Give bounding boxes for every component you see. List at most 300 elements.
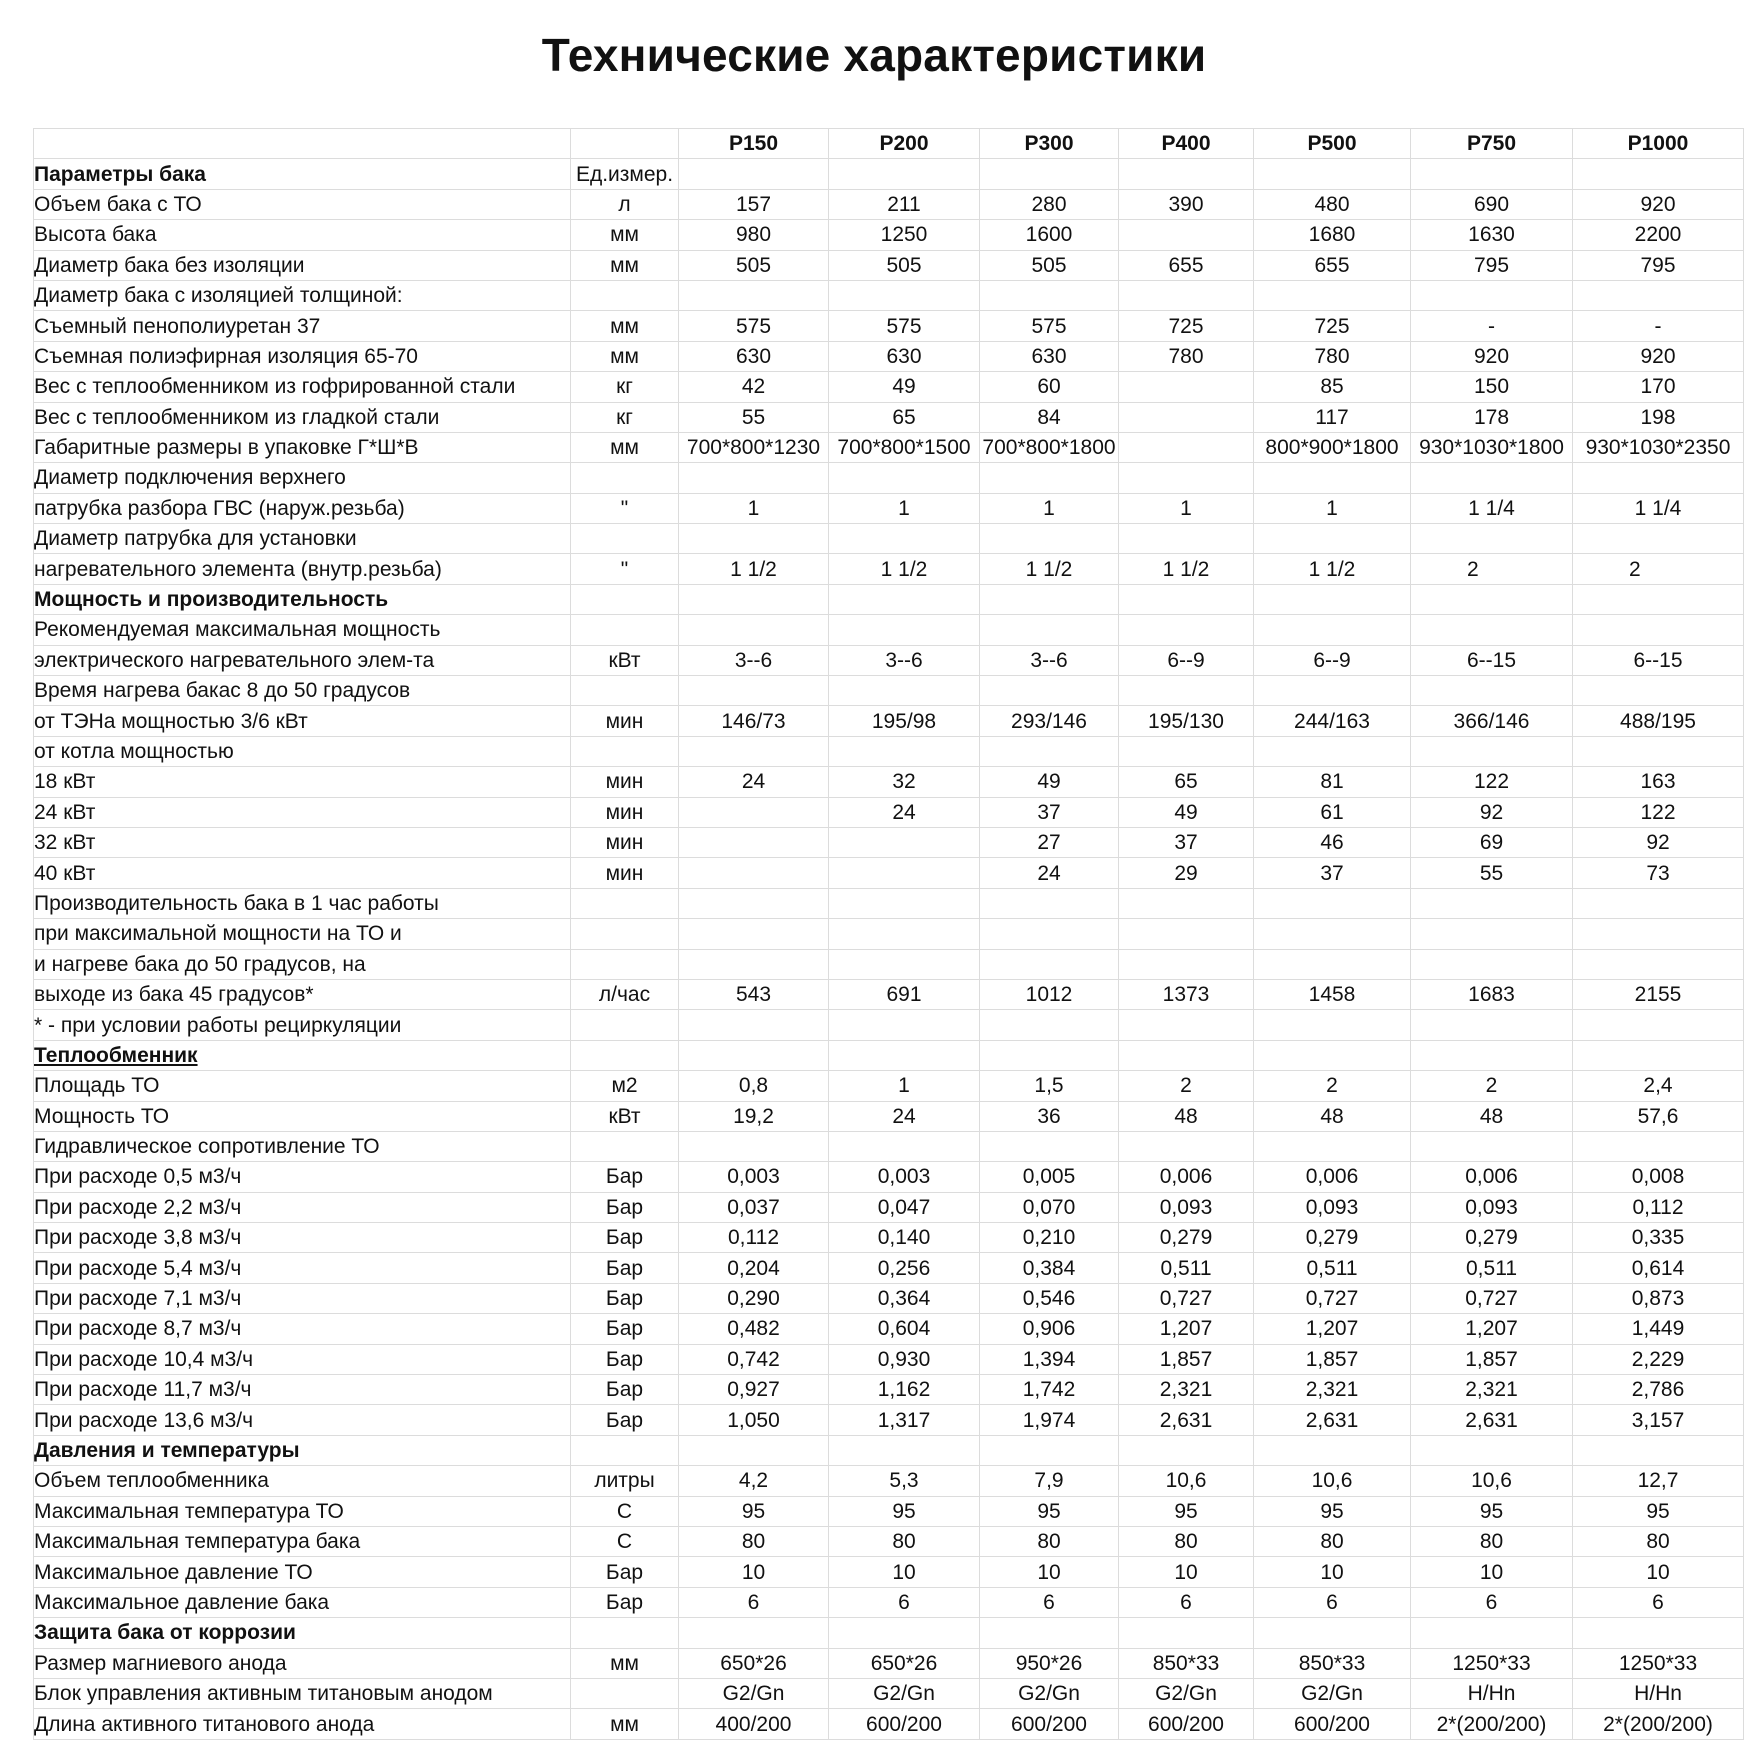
value-cell: 950*26 bbox=[980, 1648, 1119, 1678]
section-heading bbox=[34, 1435, 571, 1465]
value-cell bbox=[980, 1010, 1119, 1040]
value-cell: 0,873 bbox=[1573, 1283, 1744, 1313]
value-cell bbox=[829, 827, 980, 857]
value-cell: 80 bbox=[829, 1526, 980, 1556]
value-cell: 6--9 bbox=[1254, 645, 1411, 675]
value-cell bbox=[980, 280, 1119, 310]
unit-cell: мин bbox=[571, 706, 679, 736]
value-cell bbox=[829, 1435, 980, 1465]
table-row bbox=[34, 979, 1744, 1009]
value-cell: 1683 bbox=[1411, 979, 1573, 1009]
value-cell bbox=[829, 1618, 980, 1648]
value-cell: 24 bbox=[679, 767, 829, 797]
table-row bbox=[34, 1405, 1744, 1435]
value-cell: 117 bbox=[1254, 402, 1411, 432]
value-cell: 850*33 bbox=[1254, 1648, 1411, 1678]
value-cell: 0,742 bbox=[679, 1344, 829, 1374]
unit-cell: С bbox=[571, 1496, 679, 1526]
value-cell bbox=[1119, 432, 1254, 462]
section-row bbox=[34, 584, 1744, 614]
row-label-text: Площадь ТО bbox=[34, 1074, 160, 1098]
unit-cell: кВт bbox=[571, 645, 679, 675]
unit-cell: мм bbox=[571, 250, 679, 280]
table-row bbox=[34, 1375, 1744, 1405]
row-label-text: Защита бака от коррозии bbox=[34, 1621, 296, 1645]
value-cell bbox=[1119, 949, 1254, 979]
row-label bbox=[34, 524, 571, 554]
model-header: P200 bbox=[829, 129, 980, 159]
value-cell: 163 bbox=[1573, 767, 1744, 797]
value-cell: 65 bbox=[829, 402, 980, 432]
row-label-text: нагревательного элемента (внутр.резьба) bbox=[34, 557, 442, 581]
value-cell: 293/146 bbox=[980, 706, 1119, 736]
table-row bbox=[34, 1709, 1744, 1739]
row-label bbox=[34, 463, 571, 493]
value-cell: 3--6 bbox=[829, 645, 980, 675]
row-label bbox=[34, 554, 571, 584]
row-label bbox=[34, 1526, 571, 1556]
row-label-text: При расходе 7,1 м3/ч bbox=[34, 1287, 242, 1311]
row-label-text: Мощность ТО bbox=[34, 1104, 170, 1128]
row-label-text: Мощность и производительность bbox=[34, 588, 389, 612]
value-cell bbox=[1119, 402, 1254, 432]
row-label bbox=[34, 189, 571, 219]
row-label-text: 24 кВт bbox=[34, 800, 96, 824]
value-cell: 0,112 bbox=[1573, 1192, 1744, 1222]
value-cell: 6--15 bbox=[1411, 645, 1573, 675]
value-cell: 0,210 bbox=[980, 1223, 1119, 1253]
row-label bbox=[34, 827, 571, 857]
row-label-text: При расходе 3,8 м3/ч bbox=[34, 1226, 242, 1250]
row-label-text: Диаметр подключения верхнего bbox=[34, 466, 346, 490]
row-label-text: При расходе 5,4 м3/ч bbox=[34, 1256, 242, 1280]
table-row bbox=[34, 524, 1744, 554]
value-cell: 280 bbox=[980, 189, 1119, 219]
value-cell: 1,742 bbox=[980, 1375, 1119, 1405]
unit-cell: Бар bbox=[571, 1557, 679, 1587]
table-row bbox=[34, 1283, 1744, 1313]
unit-cell bbox=[571, 615, 679, 645]
unit-cell bbox=[571, 524, 679, 554]
value-cell: 0,006 bbox=[1254, 1162, 1411, 1192]
value-cell bbox=[1119, 888, 1254, 918]
value-cell: 12,7 bbox=[1573, 1466, 1744, 1496]
value-cell bbox=[1254, 1435, 1411, 1465]
section-heading bbox=[34, 584, 571, 614]
value-cell bbox=[1254, 1618, 1411, 1648]
value-cell bbox=[679, 797, 829, 827]
row-label bbox=[34, 1466, 571, 1496]
table-row bbox=[34, 1587, 1744, 1617]
value-cell: 95 bbox=[1411, 1496, 1573, 1526]
section-row bbox=[34, 1040, 1744, 1070]
row-label-text: Максимальная температура бака bbox=[34, 1530, 361, 1554]
unit-cell bbox=[571, 919, 679, 949]
unit-cell bbox=[571, 1010, 679, 1040]
value-cell: 2 bbox=[1573, 554, 1744, 584]
value-cell bbox=[829, 463, 980, 493]
row-label-text: Диаметр бака с изоляцией толщиной: bbox=[34, 284, 403, 308]
unit-cell: мин bbox=[571, 827, 679, 857]
value-cell bbox=[1573, 1010, 1744, 1040]
value-cell: 2 bbox=[1119, 1071, 1254, 1101]
table-row bbox=[34, 1131, 1744, 1161]
table-row bbox=[34, 858, 1744, 888]
row-label bbox=[34, 706, 571, 736]
value-cell bbox=[1119, 1040, 1254, 1070]
value-cell bbox=[980, 1618, 1119, 1648]
row-label bbox=[34, 1678, 571, 1708]
table-row bbox=[34, 1010, 1744, 1040]
value-cell: 10 bbox=[1119, 1557, 1254, 1587]
value-cell bbox=[679, 919, 829, 949]
value-cell bbox=[829, 676, 980, 706]
unit-cell: Бар bbox=[571, 1223, 679, 1253]
value-cell bbox=[1119, 615, 1254, 645]
value-cell bbox=[1411, 1040, 1573, 1070]
unit-cell: л/час bbox=[571, 979, 679, 1009]
row-label bbox=[34, 1253, 571, 1283]
value-cell bbox=[1119, 220, 1254, 250]
row-label-text: Длина активного титанового анода bbox=[34, 1712, 375, 1736]
table-row bbox=[34, 1466, 1744, 1496]
unit-cell bbox=[571, 949, 679, 979]
value-cell: 19,2 bbox=[679, 1101, 829, 1131]
table-row bbox=[34, 311, 1744, 341]
unit-cell: Бар bbox=[571, 1192, 679, 1222]
row-label bbox=[34, 1071, 571, 1101]
value-cell: 1 1/2 bbox=[679, 554, 829, 584]
row-label-text: Максимальная температура ТО bbox=[34, 1499, 344, 1523]
value-cell bbox=[980, 615, 1119, 645]
value-cell: 0,006 bbox=[1411, 1162, 1573, 1192]
value-cell: 780 bbox=[1254, 341, 1411, 371]
value-cell: 42 bbox=[679, 372, 829, 402]
table-header-row bbox=[34, 129, 1744, 159]
table-row bbox=[34, 432, 1744, 462]
value-cell: 48 bbox=[1119, 1101, 1254, 1131]
value-cell: 630 bbox=[679, 341, 829, 371]
table-row bbox=[34, 1526, 1744, 1556]
value-cell bbox=[679, 1618, 829, 1648]
row-label-text: при максимальной мощности на ТО и bbox=[34, 922, 402, 946]
value-cell: 0,093 bbox=[1411, 1192, 1573, 1222]
value-cell: 1 1/4 bbox=[1411, 493, 1573, 523]
value-cell: 1012 bbox=[980, 979, 1119, 1009]
value-cell bbox=[1573, 919, 1744, 949]
value-cell: 10 bbox=[1254, 1557, 1411, 1587]
value-cell bbox=[1119, 1010, 1254, 1040]
value-cell bbox=[1573, 159, 1744, 189]
table-row bbox=[34, 189, 1744, 219]
value-cell: 0,364 bbox=[829, 1283, 980, 1313]
value-cell: 95 bbox=[1119, 1496, 1254, 1526]
row-label-text: от котла мощностью bbox=[34, 740, 234, 763]
unit-cell: мин bbox=[571, 797, 679, 827]
unit-cell bbox=[571, 736, 679, 766]
model-header: P750 bbox=[1411, 129, 1573, 159]
value-cell bbox=[679, 1040, 829, 1070]
value-cell bbox=[829, 858, 980, 888]
value-cell: 122 bbox=[1573, 797, 1744, 827]
value-cell: 80 bbox=[1254, 1526, 1411, 1556]
value-cell: 55 bbox=[1411, 858, 1573, 888]
value-cell bbox=[679, 615, 829, 645]
value-cell bbox=[829, 615, 980, 645]
value-cell: 0,003 bbox=[679, 1162, 829, 1192]
row-label bbox=[34, 493, 571, 523]
value-cell bbox=[1119, 159, 1254, 189]
value-cell: 400/200 bbox=[679, 1709, 829, 1739]
unit-cell: " bbox=[571, 554, 679, 584]
value-cell: 37 bbox=[980, 797, 1119, 827]
value-cell: 60 bbox=[980, 372, 1119, 402]
value-cell: 930*1030*2350 bbox=[1573, 432, 1744, 462]
value-cell: 1,394 bbox=[980, 1344, 1119, 1374]
row-label bbox=[34, 1587, 571, 1617]
value-cell: 81 bbox=[1254, 767, 1411, 797]
row-label-text: 18 кВт bbox=[34, 770, 96, 794]
value-cell bbox=[829, 949, 980, 979]
value-cell bbox=[1573, 524, 1744, 554]
unit-cell: мм bbox=[571, 1709, 679, 1739]
row-label-text: При расходе 13,6 м3/ч bbox=[34, 1408, 254, 1432]
row-label-text: от ТЭНа мощностью 3/6 кВт bbox=[34, 709, 308, 733]
value-cell: 6 bbox=[980, 1587, 1119, 1617]
value-cell bbox=[980, 1131, 1119, 1161]
value-cell: 0,005 bbox=[980, 1162, 1119, 1192]
section-row bbox=[34, 159, 1744, 189]
value-cell: 10 bbox=[1411, 1557, 1573, 1587]
row-label-text: При расходе 10,4 м3/ч bbox=[34, 1347, 254, 1371]
value-cell bbox=[1411, 524, 1573, 554]
value-cell: 1,207 bbox=[1119, 1314, 1254, 1344]
value-cell bbox=[1573, 463, 1744, 493]
value-cell: 2,321 bbox=[1254, 1375, 1411, 1405]
value-cell: 1 1/2 bbox=[980, 554, 1119, 584]
spec-table bbox=[33, 128, 1744, 1740]
value-cell bbox=[829, 159, 980, 189]
value-cell bbox=[679, 858, 829, 888]
value-cell: 195/98 bbox=[829, 706, 980, 736]
value-cell bbox=[1119, 919, 1254, 949]
value-cell: 505 bbox=[980, 250, 1119, 280]
row-label bbox=[34, 858, 571, 888]
unit-cell bbox=[571, 280, 679, 310]
value-cell bbox=[1119, 463, 1254, 493]
value-cell: 32 bbox=[829, 767, 980, 797]
row-label bbox=[34, 645, 571, 675]
value-cell bbox=[1119, 1618, 1254, 1648]
value-cell bbox=[829, 280, 980, 310]
value-cell: 95 bbox=[980, 1496, 1119, 1526]
unit-cell bbox=[571, 1040, 679, 1070]
value-cell: 24 bbox=[829, 1101, 980, 1131]
value-cell: 6 bbox=[679, 1587, 829, 1617]
value-cell: 0,511 bbox=[1119, 1253, 1254, 1283]
value-cell: 49 bbox=[829, 372, 980, 402]
row-label-text: Рекомендуемая максимальная мощность bbox=[34, 618, 441, 642]
value-cell bbox=[1411, 1010, 1573, 1040]
value-cell: 1600 bbox=[980, 220, 1119, 250]
value-cell: 691 bbox=[829, 979, 980, 1009]
table-row bbox=[34, 1314, 1744, 1344]
value-cell bbox=[1119, 736, 1254, 766]
value-cell: 195/130 bbox=[1119, 706, 1254, 736]
table-row bbox=[34, 1253, 1744, 1283]
value-cell: 146/73 bbox=[679, 706, 829, 736]
value-cell bbox=[679, 1131, 829, 1161]
value-cell: 48 bbox=[1254, 1101, 1411, 1131]
row-label bbox=[34, 1344, 571, 1374]
value-cell: 0,256 bbox=[829, 1253, 980, 1283]
table-row bbox=[34, 767, 1744, 797]
unit-cell bbox=[571, 1131, 679, 1161]
value-cell bbox=[1573, 736, 1744, 766]
value-cell bbox=[1119, 280, 1254, 310]
value-cell bbox=[679, 1010, 829, 1040]
row-label-text: патрубка разбора ГВС (наруж.резьба) bbox=[34, 496, 405, 520]
row-label bbox=[34, 949, 571, 979]
table-row bbox=[34, 827, 1744, 857]
value-cell: 178 bbox=[1411, 402, 1573, 432]
row-label-text: Блок управления активным титановым анодом bbox=[34, 1682, 493, 1706]
table-row bbox=[34, 645, 1744, 675]
value-cell: 170 bbox=[1573, 372, 1744, 402]
value-cell: 505 bbox=[829, 250, 980, 280]
header-empty-cell bbox=[571, 129, 679, 159]
table-row bbox=[34, 1071, 1744, 1101]
row-label-text: 40 кВт bbox=[34, 861, 96, 885]
value-cell: 65 bbox=[1119, 767, 1254, 797]
value-cell: 780 bbox=[1119, 341, 1254, 371]
value-cell bbox=[679, 463, 829, 493]
model-header: P400 bbox=[1119, 129, 1254, 159]
value-cell: 1,5 bbox=[980, 1071, 1119, 1101]
value-cell: 1250*33 bbox=[1573, 1648, 1744, 1678]
value-cell bbox=[1411, 584, 1573, 614]
value-cell: 6 bbox=[1411, 1587, 1573, 1617]
value-cell: 244/163 bbox=[1254, 706, 1411, 736]
value-cell: 0,930 bbox=[829, 1344, 980, 1374]
value-cell bbox=[1573, 1131, 1744, 1161]
row-label bbox=[34, 1496, 571, 1526]
value-cell: 3,157 bbox=[1573, 1405, 1744, 1435]
value-cell bbox=[1573, 1040, 1744, 1070]
row-label-text: Максимальное давление ТО bbox=[34, 1560, 313, 1584]
unit-cell: Бар bbox=[571, 1587, 679, 1617]
value-cell bbox=[829, 1010, 980, 1040]
table-row bbox=[34, 888, 1744, 918]
value-cell: 0,279 bbox=[1119, 1223, 1254, 1253]
section-heading bbox=[34, 1040, 571, 1070]
row-label bbox=[34, 341, 571, 371]
value-cell: 55 bbox=[679, 402, 829, 432]
table-row bbox=[34, 797, 1744, 827]
value-cell: 198 bbox=[1573, 402, 1744, 432]
value-cell: 2,229 bbox=[1573, 1344, 1744, 1374]
value-cell: 575 bbox=[679, 311, 829, 341]
value-cell: 7,9 bbox=[980, 1466, 1119, 1496]
value-cell: 80 bbox=[980, 1526, 1119, 1556]
value-cell: 6 bbox=[1573, 1587, 1744, 1617]
value-cell bbox=[1254, 584, 1411, 614]
value-cell: 2 bbox=[1254, 1071, 1411, 1101]
value-cell: 600/200 bbox=[980, 1709, 1119, 1739]
value-cell: 10 bbox=[1573, 1557, 1744, 1587]
value-cell: 795 bbox=[1573, 250, 1744, 280]
row-label bbox=[34, 1010, 571, 1040]
value-cell: 10 bbox=[829, 1557, 980, 1587]
value-cell: 575 bbox=[980, 311, 1119, 341]
value-cell: 0,047 bbox=[829, 1192, 980, 1222]
row-label-text: электрического нагревательного элем-та bbox=[34, 648, 435, 672]
row-label-text: выходе из бака 45 градусов* bbox=[34, 983, 314, 1007]
value-cell: 655 bbox=[1119, 250, 1254, 280]
value-cell: 0,070 bbox=[980, 1192, 1119, 1222]
value-cell: 0,279 bbox=[1254, 1223, 1411, 1253]
value-cell: 2*(200/200) bbox=[1573, 1709, 1744, 1739]
table-row bbox=[34, 1678, 1744, 1708]
table-row bbox=[34, 1557, 1744, 1587]
value-cell: 10,6 bbox=[1411, 1466, 1573, 1496]
value-cell bbox=[1573, 280, 1744, 310]
row-label bbox=[34, 1101, 571, 1131]
value-cell: 10 bbox=[980, 1557, 1119, 1587]
value-cell: 48 bbox=[1411, 1101, 1573, 1131]
unit-cell: л bbox=[571, 189, 679, 219]
row-label-text: Параметры бака bbox=[34, 162, 206, 186]
value-cell bbox=[1573, 584, 1744, 614]
value-cell bbox=[980, 949, 1119, 979]
value-cell: 725 bbox=[1254, 311, 1411, 341]
row-label-text: Максимальное давление бака bbox=[34, 1590, 330, 1614]
table-row bbox=[34, 402, 1744, 432]
value-cell: G2/Gn bbox=[829, 1678, 980, 1708]
value-cell bbox=[829, 1040, 980, 1070]
value-cell: 1 bbox=[679, 493, 829, 523]
value-cell bbox=[980, 1435, 1119, 1465]
value-cell: 725 bbox=[1119, 311, 1254, 341]
unit-cell: Бар bbox=[571, 1283, 679, 1313]
value-cell: 0,335 bbox=[1573, 1223, 1744, 1253]
table-row bbox=[34, 1496, 1744, 1526]
value-cell bbox=[1411, 1435, 1573, 1465]
value-cell: 655 bbox=[1254, 250, 1411, 280]
value-cell: 3--6 bbox=[980, 645, 1119, 675]
section-row bbox=[34, 1618, 1744, 1648]
value-cell bbox=[980, 1040, 1119, 1070]
value-cell bbox=[1119, 1435, 1254, 1465]
value-cell: 0,112 bbox=[679, 1223, 829, 1253]
value-cell bbox=[679, 159, 829, 189]
unit-cell: С bbox=[571, 1526, 679, 1556]
row-label-text: 32 кВт bbox=[34, 831, 96, 855]
unit-cell bbox=[571, 463, 679, 493]
value-cell: 505 bbox=[679, 250, 829, 280]
value-cell: 1,857 bbox=[1119, 1344, 1254, 1374]
value-cell bbox=[829, 888, 980, 918]
value-cell bbox=[829, 736, 980, 766]
value-cell: 95 bbox=[1254, 1496, 1411, 1526]
value-cell: 92 bbox=[1573, 827, 1744, 857]
value-cell: 1250 bbox=[829, 220, 980, 250]
unit-cell: кг bbox=[571, 372, 679, 402]
value-cell bbox=[1411, 280, 1573, 310]
unit-cell: мин bbox=[571, 858, 679, 888]
value-cell: 6--15 bbox=[1573, 645, 1744, 675]
value-cell: 84 bbox=[980, 402, 1119, 432]
